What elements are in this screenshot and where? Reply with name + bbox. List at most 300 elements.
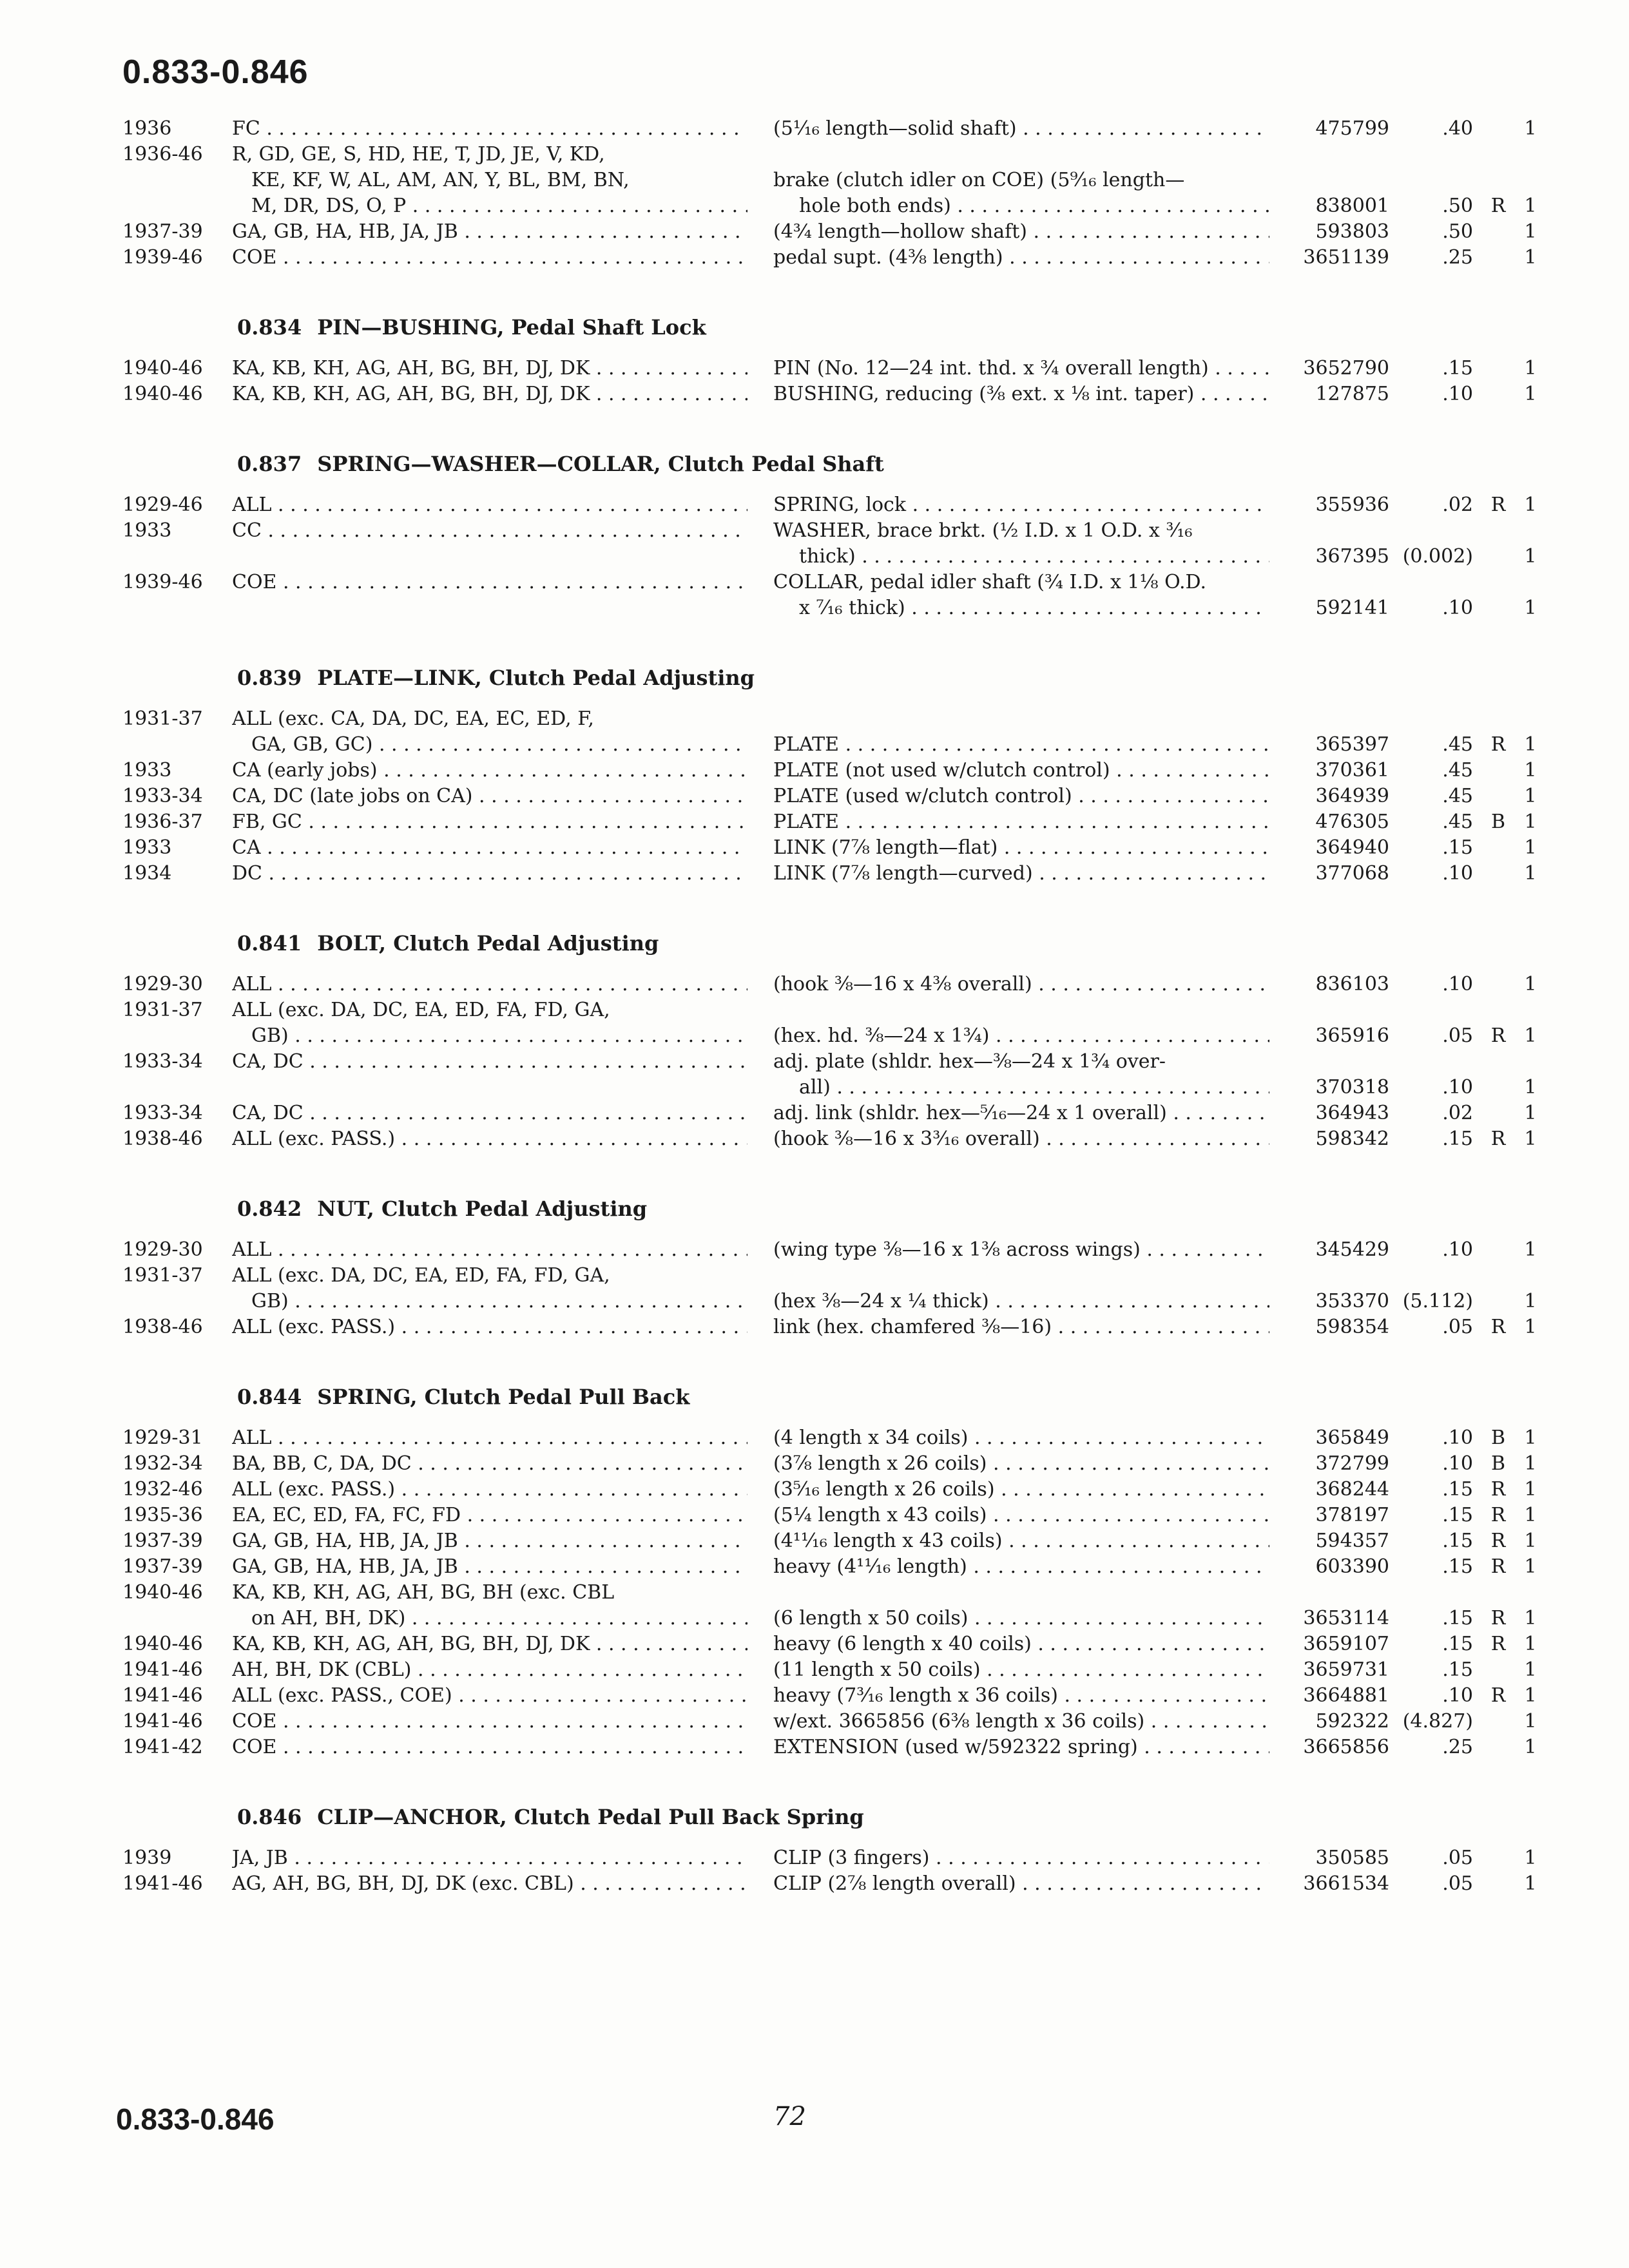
section-title bbox=[237, 447, 1482, 481]
models-line: ALL . . . bbox=[232, 972, 747, 997]
description-cell bbox=[773, 1477, 1282, 1503]
parts-section bbox=[116, 1192, 1537, 1340]
part-number-cell: 350585 bbox=[1315, 1847, 1389, 1869]
part-number-cell: 3653114 bbox=[1303, 1607, 1389, 1629]
mark-cell: B bbox=[1490, 1427, 1506, 1449]
section-code: 0.842 bbox=[237, 1196, 302, 1221]
models-cell bbox=[232, 1528, 773, 1554]
quantity-cell: 1 bbox=[1524, 862, 1537, 885]
part-number-cell: 364940 bbox=[1315, 836, 1389, 859]
quantity-cell: 1 bbox=[1524, 1290, 1537, 1312]
description-cell bbox=[773, 1289, 1282, 1314]
years-text: 1937-39 bbox=[122, 1530, 203, 1552]
section-name: CLIP—ANCHOR, Clutch Pedal Pull Back Spring bbox=[317, 1805, 864, 1829]
table-row bbox=[116, 1503, 1537, 1528]
models-line: CA, DC (late jobs on CA) . . . bbox=[232, 783, 747, 809]
models-cell bbox=[232, 1554, 773, 1580]
description-line: (11 length x 50 coils) . . . bbox=[773, 1657, 1269, 1683]
table-row bbox=[116, 758, 1537, 783]
description-line: (4¹¹⁄₁₆ length x 43 coils) . . . bbox=[773, 1528, 1269, 1554]
quantity-cell: 1 bbox=[1524, 1847, 1537, 1869]
description-cell bbox=[773, 732, 1282, 758]
quantity-cell: 1 bbox=[1524, 383, 1537, 405]
description-line: (hook ⅜—16 x 3³⁄₁₆ overall) . . . bbox=[773, 1126, 1269, 1152]
table-row bbox=[116, 997, 1537, 1049]
description-line: (4¾ length—hollow shaft) . . . bbox=[773, 219, 1269, 245]
table-row bbox=[116, 1100, 1537, 1126]
description-line: (hex ⅜—24 x ¼ thick) . . . bbox=[773, 1289, 1269, 1314]
models-cell bbox=[232, 1451, 773, 1477]
part-number-cell: 3665856 bbox=[1303, 1736, 1389, 1758]
table-row bbox=[116, 518, 1537, 570]
years-text: 1936-37 bbox=[122, 811, 203, 833]
mark-cell: B bbox=[1490, 811, 1506, 833]
part-number-cell: 603390 bbox=[1315, 1555, 1389, 1578]
section-code: 0.834 bbox=[237, 315, 302, 340]
price-cell: .40 bbox=[1442, 117, 1473, 140]
table-row bbox=[116, 783, 1537, 809]
models-cell bbox=[232, 972, 773, 997]
description-line: COLLAR, pedal idler shaft (¾ I.D. x 1⅛ O.D. bbox=[773, 571, 1207, 593]
models-line: JA, JB . . . bbox=[232, 1845, 747, 1871]
quantity-cell: 1 bbox=[1524, 1710, 1537, 1733]
models-line: ALL (exc. PASS.) . . . bbox=[232, 1314, 747, 1340]
description-line: PLATE . . . bbox=[773, 732, 1269, 758]
part-number-cell: 594357 bbox=[1315, 1530, 1389, 1552]
models-line: GA, GB, HA, HB, JA, JB . . . bbox=[232, 1528, 747, 1554]
quantity-cell: 1 bbox=[1524, 836, 1537, 859]
years-text: 1941-46 bbox=[122, 1872, 203, 1895]
price-cell: .45 bbox=[1442, 785, 1473, 807]
description-line: brake (clutch idler on COE) (5⁹⁄₁₆ length— bbox=[773, 169, 1185, 191]
description-cell bbox=[773, 835, 1282, 861]
description-cell bbox=[773, 1735, 1282, 1760]
years-cell bbox=[116, 1237, 232, 1263]
description-cell bbox=[773, 1554, 1282, 1580]
description-line: (5¹⁄₁₆ length—solid shaft) . . . bbox=[773, 116, 1269, 142]
years-text: 1938-46 bbox=[122, 1128, 203, 1150]
price-cell: .10 bbox=[1442, 973, 1473, 995]
years-text: 1933 bbox=[122, 519, 172, 542]
models-line: BA, BB, C, DA, DC . . . bbox=[232, 1451, 747, 1477]
models-cell bbox=[232, 219, 773, 245]
years-text: 1940-46 bbox=[122, 357, 203, 380]
models-cell bbox=[232, 997, 773, 1049]
section-title bbox=[237, 311, 1482, 344]
models-cell bbox=[232, 1709, 773, 1735]
quantity-cell: 1 bbox=[1524, 1102, 1537, 1124]
description-cell bbox=[773, 570, 1282, 621]
table-row bbox=[116, 245, 1537, 271]
models-line: KA, KB, KH, AG, AH, BG, BH, DJ, DK . . . bbox=[232, 1631, 747, 1657]
description-line: adj. plate (shldr. hex—⅜—24 x 1¾ over- bbox=[773, 1050, 1166, 1073]
description-line: hole both ends) . . . bbox=[773, 193, 1269, 219]
models-line: KE, KF, W, AL, AM, AN, Y, BL, BM, BN, bbox=[251, 169, 630, 191]
description-cell bbox=[773, 1503, 1282, 1528]
table-row bbox=[116, 1477, 1537, 1503]
parts-section bbox=[116, 1800, 1537, 1897]
mark-cell: R bbox=[1490, 1128, 1506, 1150]
quantity-cell: 1 bbox=[1524, 1478, 1537, 1501]
table-row bbox=[116, 861, 1537, 887]
models-line: GB) . . . bbox=[232, 1289, 747, 1314]
models-cell bbox=[232, 706, 773, 758]
models-cell bbox=[232, 518, 773, 544]
part-number-cell: 838001 bbox=[1315, 195, 1389, 217]
quantity-cell: 1 bbox=[1524, 117, 1537, 140]
description-line: LINK (7⅞ length—curved) . . . bbox=[773, 861, 1269, 887]
quantity-cell: 1 bbox=[1524, 1684, 1537, 1707]
description-line: PIN (No. 12—24 int. thd. x ¾ overall length) . . . bbox=[773, 356, 1269, 381]
mark-cell: R bbox=[1490, 1555, 1506, 1578]
models-cell bbox=[232, 1845, 773, 1871]
quantity-cell: 1 bbox=[1524, 246, 1537, 269]
models-line: M, DR, DS, O, P . . . bbox=[232, 193, 747, 219]
years-cell bbox=[116, 518, 232, 544]
quantity-cell: 1 bbox=[1524, 597, 1537, 619]
years-cell bbox=[116, 492, 232, 518]
years-text: 1935-36 bbox=[122, 1504, 203, 1526]
part-number-cell: 364939 bbox=[1315, 785, 1389, 807]
table-row bbox=[116, 1709, 1537, 1735]
description-line: BUSHING, reducing (⅜ ext. x ⅛ int. taper) . . . bbox=[773, 381, 1269, 407]
price-cell: .15 bbox=[1442, 1555, 1473, 1578]
description-cell bbox=[773, 1126, 1282, 1152]
description-cell bbox=[773, 1314, 1282, 1340]
part-number-cell: 127875 bbox=[1315, 383, 1389, 405]
years-cell bbox=[116, 219, 232, 245]
models-line: ALL (exc. CA, DA, DC, EA, EC, ED, F, bbox=[232, 707, 594, 730]
price-cell: .15 bbox=[1442, 357, 1473, 380]
models-line: ALL (exc. PASS., COE) . . . bbox=[232, 1683, 747, 1709]
page-number: 72 bbox=[773, 2102, 806, 2131]
years-text: 1937-39 bbox=[122, 1555, 203, 1578]
description-cell bbox=[773, 972, 1282, 997]
models-line: KA, KB, KH, AG, AH, BG, BH, DJ, DK . . . bbox=[232, 356, 747, 381]
years-text: 1933-34 bbox=[122, 1102, 203, 1124]
years-cell bbox=[116, 1871, 232, 1897]
quantity-cell: 1 bbox=[1524, 1607, 1537, 1629]
quantity-cell: 1 bbox=[1524, 494, 1537, 516]
models-cell bbox=[232, 1871, 773, 1897]
years-cell bbox=[116, 1657, 232, 1683]
price-cell: .15 bbox=[1442, 1658, 1473, 1681]
price-cell: .02 bbox=[1442, 494, 1473, 516]
description-cell bbox=[773, 1845, 1282, 1871]
description-line: WASHER, brace brkt. (½ I.D. x 1 O.D. x ³⁄₁₆ bbox=[773, 519, 1193, 542]
price-cell: .10 bbox=[1442, 862, 1473, 885]
parts-section bbox=[116, 447, 1537, 621]
years-cell bbox=[116, 783, 232, 809]
table-row bbox=[116, 1314, 1537, 1340]
section-name: SPRING—WASHER—COLLAR, Clutch Pedal Shaft bbox=[317, 452, 884, 476]
years-cell bbox=[116, 1314, 232, 1340]
quantity-cell: 1 bbox=[1524, 1238, 1537, 1261]
description-cell bbox=[773, 168, 1282, 219]
table-row bbox=[116, 1631, 1537, 1657]
parts-section bbox=[116, 927, 1537, 1152]
models-cell bbox=[232, 1237, 773, 1263]
description-line: SPRING, lock . . . bbox=[773, 492, 1269, 518]
models-line: CC . . . bbox=[232, 518, 747, 544]
description-line: pedal supt. (4⅜ length) . . . bbox=[773, 245, 1269, 271]
models-line: KA, KB, KH, AG, AH, BG, BH (exc. CBL bbox=[232, 1581, 615, 1604]
description-cell bbox=[773, 1425, 1282, 1451]
price-cell: .15 bbox=[1442, 1530, 1473, 1552]
models-cell bbox=[232, 1657, 773, 1683]
years-cell bbox=[116, 1263, 232, 1289]
years-text: 1939 bbox=[122, 1847, 172, 1869]
part-number-cell: 378197 bbox=[1315, 1504, 1389, 1526]
models-line: COE . . . bbox=[232, 1735, 747, 1760]
description-line: (3⅞ length x 26 coils) . . . bbox=[773, 1451, 1269, 1477]
mark-cell: R bbox=[1490, 1633, 1506, 1655]
part-number-cell: 3652790 bbox=[1303, 357, 1389, 380]
years-cell bbox=[116, 245, 232, 271]
quantity-cell: 1 bbox=[1524, 1530, 1537, 1552]
models-cell bbox=[232, 861, 773, 887]
part-number-cell: 364943 bbox=[1315, 1102, 1389, 1124]
table-row bbox=[116, 1657, 1537, 1683]
quantity-cell: 1 bbox=[1524, 1504, 1537, 1526]
description-cell bbox=[773, 492, 1282, 518]
years-cell bbox=[116, 1580, 232, 1606]
years-cell bbox=[116, 116, 232, 142]
table-row bbox=[116, 706, 1537, 758]
price-cell: .15 bbox=[1442, 1607, 1473, 1629]
years-cell bbox=[116, 356, 232, 381]
years-text: 1933 bbox=[122, 836, 172, 859]
quantity-cell: 1 bbox=[1524, 733, 1537, 756]
mark-cell: R bbox=[1490, 1504, 1506, 1526]
models-line: DC . . . bbox=[232, 861, 747, 887]
models-line: GA, GB, HA, HB, JA, JB . . . bbox=[232, 1554, 747, 1580]
description-line: x ⁷⁄₁₆ thick) . . . bbox=[773, 595, 1269, 621]
price-cell: .05 bbox=[1442, 1316, 1473, 1338]
part-number-cell: 3659731 bbox=[1303, 1658, 1389, 1681]
models-line: ALL (exc. PASS.) . . . bbox=[232, 1126, 747, 1152]
models-cell bbox=[232, 1049, 773, 1075]
part-number-cell: 367395 bbox=[1315, 545, 1389, 568]
table-row bbox=[116, 1683, 1537, 1709]
quantity-cell: 1 bbox=[1524, 759, 1537, 782]
years-cell bbox=[116, 997, 232, 1023]
years-cell bbox=[116, 1477, 232, 1503]
quantity-cell: 1 bbox=[1524, 1633, 1537, 1655]
models-cell bbox=[232, 809, 773, 835]
years-cell bbox=[116, 1425, 232, 1451]
description-line: PLATE (used w/clutch control) . . . bbox=[773, 783, 1269, 809]
years-text: 1934 bbox=[122, 862, 172, 885]
price-cell: .45 bbox=[1442, 733, 1473, 756]
quantity-cell: 1 bbox=[1524, 1872, 1537, 1895]
years-cell bbox=[116, 1554, 232, 1580]
models-line: GA, GB, GC) . . . bbox=[232, 732, 747, 758]
price-cell: .05 bbox=[1442, 1872, 1473, 1895]
part-number-cell: 377068 bbox=[1315, 862, 1389, 885]
years-text: 1937-39 bbox=[122, 220, 203, 243]
years-text: 1931-37 bbox=[122, 999, 203, 1021]
years-text: 1939-46 bbox=[122, 246, 203, 269]
price-cell: .50 bbox=[1442, 220, 1473, 243]
models-cell bbox=[232, 116, 773, 142]
years-cell bbox=[116, 809, 232, 835]
price-cell: .10 bbox=[1442, 1238, 1473, 1261]
years-text: 1933-34 bbox=[122, 785, 203, 807]
years-cell bbox=[116, 570, 232, 595]
part-number-cell: 3651139 bbox=[1303, 246, 1389, 269]
models-line: on AH, BH, DK) . . . bbox=[232, 1606, 747, 1631]
models-line: CA (early jobs) . . . bbox=[232, 758, 747, 783]
description-cell bbox=[773, 1606, 1282, 1631]
table-row bbox=[116, 1263, 1537, 1314]
description-line: heavy (7³⁄₁₆ length x 36 coils) . . . bbox=[773, 1683, 1269, 1709]
page-footer-code: 0.833-0.846 bbox=[116, 2102, 275, 2136]
models-line: GA, GB, HA, HB, JA, JB . . . bbox=[232, 219, 747, 245]
price-cell: .15 bbox=[1442, 836, 1473, 859]
table-row bbox=[116, 809, 1537, 835]
models-line: KA, KB, KH, AG, AH, BG, BH, DJ, DK . . . bbox=[232, 381, 747, 407]
description-cell bbox=[773, 381, 1282, 407]
years-text: 1933 bbox=[122, 759, 172, 782]
part-number-cell: 836103 bbox=[1315, 973, 1389, 995]
price-cell: (5.112) bbox=[1402, 1290, 1473, 1312]
description-cell bbox=[773, 1683, 1282, 1709]
mark-cell: R bbox=[1490, 1607, 1506, 1629]
price-cell: .02 bbox=[1442, 1102, 1473, 1124]
part-number-cell: 365397 bbox=[1315, 733, 1389, 756]
description-line: (6 length x 50 coils) . . . bbox=[773, 1606, 1269, 1631]
years-cell bbox=[116, 1100, 232, 1126]
table-row bbox=[116, 1049, 1537, 1100]
quantity-cell: 1 bbox=[1524, 545, 1537, 568]
description-line: LINK (7⅞ length—flat) . . . bbox=[773, 835, 1269, 861]
section-title bbox=[237, 927, 1482, 960]
years-text: 1933-34 bbox=[122, 1050, 203, 1073]
models-cell bbox=[232, 1425, 773, 1451]
section-title bbox=[237, 1380, 1482, 1414]
section-code: 0.841 bbox=[237, 931, 302, 956]
table-row bbox=[116, 1845, 1537, 1871]
table-row bbox=[116, 381, 1537, 407]
quantity-cell: 1 bbox=[1524, 1555, 1537, 1578]
part-number-cell: 370318 bbox=[1315, 1076, 1389, 1099]
years-cell bbox=[116, 835, 232, 861]
models-line: GB) . . . bbox=[232, 1023, 747, 1049]
models-cell bbox=[232, 758, 773, 783]
section-name: NUT, Clutch Pedal Adjusting bbox=[317, 1196, 648, 1221]
description-line: heavy (4¹¹⁄₁₆ length) . . . bbox=[773, 1554, 1269, 1580]
years-cell bbox=[116, 706, 232, 732]
section-name: PIN—BUSHING, Pedal Shaft Lock bbox=[317, 315, 706, 340]
section-code: 0.837 bbox=[237, 452, 302, 476]
models-cell bbox=[232, 570, 773, 595]
years-cell bbox=[116, 1683, 232, 1709]
part-number-cell: 372799 bbox=[1315, 1452, 1389, 1475]
years-text: 1931-37 bbox=[122, 1264, 203, 1287]
price-cell: .25 bbox=[1442, 246, 1473, 269]
price-cell: (4.827) bbox=[1402, 1710, 1473, 1733]
models-line: COE . . . bbox=[232, 1709, 747, 1735]
models-cell bbox=[232, 1735, 773, 1760]
years-text: 1929-31 bbox=[122, 1427, 203, 1449]
part-number-cell: 598354 bbox=[1315, 1316, 1389, 1338]
models-line: CA . . . bbox=[232, 835, 747, 861]
mark-cell: R bbox=[1490, 733, 1506, 756]
section-name: SPRING, Clutch Pedal Pull Back bbox=[317, 1385, 690, 1409]
description-cell bbox=[773, 861, 1282, 887]
part-number-cell: 345429 bbox=[1315, 1238, 1389, 1261]
section-code: 0.839 bbox=[237, 666, 302, 690]
quantity-cell: 1 bbox=[1524, 1736, 1537, 1758]
models-cell bbox=[232, 356, 773, 381]
price-cell: .25 bbox=[1442, 1736, 1473, 1758]
part-number-cell: 593803 bbox=[1315, 220, 1389, 243]
years-cell bbox=[116, 142, 232, 168]
description-line: (4 length x 34 coils) . . . bbox=[773, 1425, 1269, 1451]
description-cell bbox=[773, 1237, 1282, 1263]
years-cell bbox=[116, 1126, 232, 1152]
section-code: 0.844 bbox=[237, 1385, 302, 1409]
models-line: R, GD, GE, S, HD, HE, T, JD, JE, V, KD, bbox=[232, 143, 605, 166]
description-cell bbox=[773, 1657, 1282, 1683]
table-row bbox=[116, 356, 1537, 381]
years-cell bbox=[116, 1735, 232, 1760]
table-row bbox=[116, 1126, 1537, 1152]
part-number-cell: 355936 bbox=[1315, 494, 1389, 516]
price-cell: .45 bbox=[1442, 811, 1473, 833]
price-cell: .15 bbox=[1442, 1633, 1473, 1655]
table-row bbox=[116, 972, 1537, 997]
description-line: thick) . . . bbox=[773, 544, 1269, 570]
description-cell bbox=[773, 1049, 1282, 1100]
models-line: CA, DC . . . bbox=[232, 1100, 747, 1126]
models-cell bbox=[232, 1631, 773, 1657]
description-cell bbox=[773, 1023, 1282, 1049]
years-cell bbox=[116, 861, 232, 887]
parts-section bbox=[116, 1380, 1537, 1760]
part-number-cell: 365916 bbox=[1315, 1024, 1389, 1047]
description-cell bbox=[773, 245, 1282, 271]
models-line: FC . . . bbox=[232, 116, 747, 142]
models-cell bbox=[232, 245, 773, 271]
models-line: ALL (exc. DA, DC, EA, ED, FA, FD, GA, bbox=[232, 1264, 610, 1287]
years-cell bbox=[116, 758, 232, 783]
parts-list bbox=[116, 116, 1537, 1937]
years-text: 1929-46 bbox=[122, 494, 203, 516]
years-text: 1932-46 bbox=[122, 1478, 203, 1501]
price-cell: .10 bbox=[1442, 1427, 1473, 1449]
models-cell bbox=[232, 492, 773, 518]
years-text: 1940-46 bbox=[122, 1581, 203, 1604]
price-cell: .10 bbox=[1442, 597, 1473, 619]
models-line: ALL . . . bbox=[232, 492, 747, 518]
mark-cell: R bbox=[1490, 1024, 1506, 1047]
part-number-cell: 3659107 bbox=[1303, 1633, 1389, 1655]
years-text: 1929-30 bbox=[122, 973, 203, 995]
section-title bbox=[237, 661, 1482, 695]
table-row bbox=[116, 116, 1537, 142]
price-cell: .50 bbox=[1442, 195, 1473, 217]
description-line: CLIP (3 fingers) . . . bbox=[773, 1845, 1269, 1871]
mark-cell: B bbox=[1490, 1452, 1506, 1475]
table-row bbox=[116, 1425, 1537, 1451]
models-cell bbox=[232, 1314, 773, 1340]
years-text: 1941-42 bbox=[122, 1736, 203, 1758]
description-cell bbox=[773, 1871, 1282, 1897]
table-row bbox=[116, 1871, 1537, 1897]
price-cell: .15 bbox=[1442, 1478, 1473, 1501]
